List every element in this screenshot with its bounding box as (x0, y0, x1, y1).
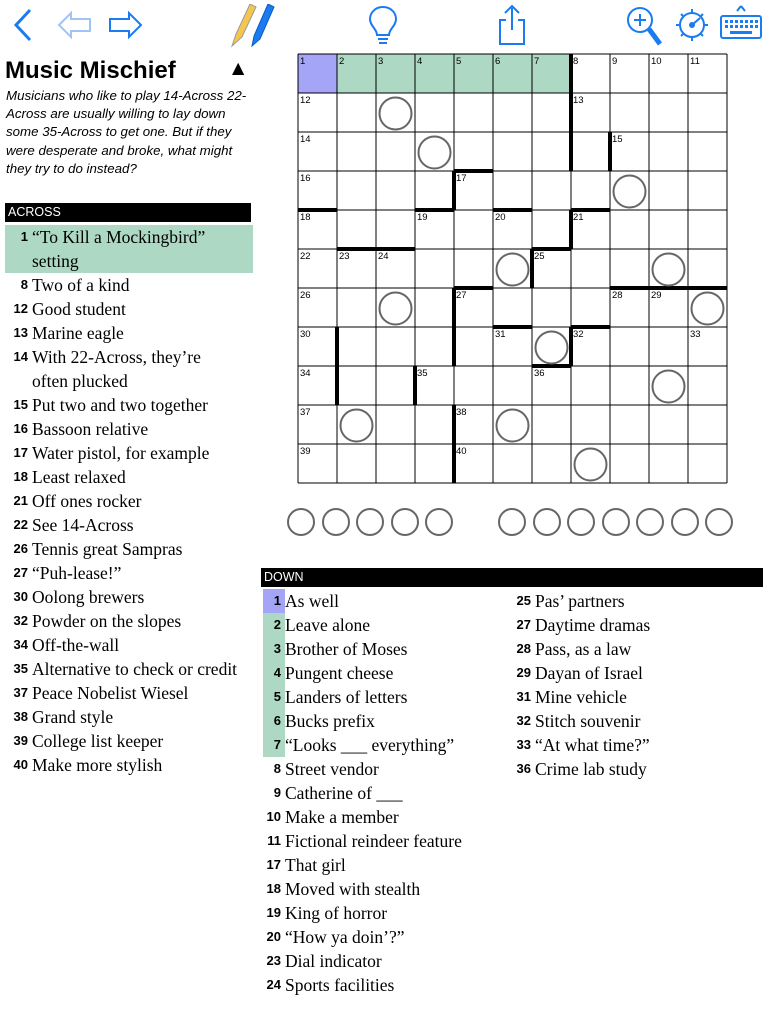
clue-number: 2 (263, 613, 285, 637)
cell-number: 29 (651, 290, 662, 301)
clue-text: Water pistol, for example (32, 443, 210, 463)
clue-text: Make more stylish (32, 755, 163, 775)
down-clue-19[interactable] (261, 901, 511, 925)
clue-number: 15 (13, 397, 28, 412)
clue-text: Mine vehicle (535, 687, 627, 707)
clue-text: Powder on the slopes (32, 611, 182, 631)
cell-number: 15 (612, 134, 623, 145)
cell-number: 33 (690, 329, 701, 340)
clue-text: Tennis great Sampras (32, 539, 183, 559)
answer-circle[interactable] (602, 508, 630, 536)
clue-number: 8 (273, 761, 281, 776)
clue-text: “Looks ___ everything” (285, 735, 455, 755)
down-clue-2[interactable] (261, 613, 511, 637)
clue-text: Crime lab study (535, 759, 647, 779)
clue-text: Two of a kind (32, 275, 130, 295)
down-header: DOWN (261, 568, 763, 587)
clue-number: 26 (13, 541, 28, 556)
cell-number: 25 (534, 251, 545, 262)
cell-number: 31 (495, 329, 506, 340)
clue-number: 23 (266, 953, 281, 968)
cell-number: 23 (339, 251, 350, 262)
cell-circle (614, 176, 646, 208)
clue-number: 36 (516, 761, 531, 776)
across-clue-37[interactable] (5, 681, 253, 705)
down-clue-36[interactable] (511, 757, 763, 781)
down-clue-11[interactable] (261, 829, 511, 853)
clue-number: 17 (13, 445, 28, 460)
cell-number: 7 (534, 56, 540, 67)
clue-number: 37 (13, 685, 28, 700)
down-clue-20[interactable] (261, 925, 511, 949)
clue-number: 20 (266, 929, 281, 944)
clue-number: 18 (13, 469, 28, 484)
down-clue-28[interactable] (511, 637, 763, 661)
cell-number: 4 (417, 56, 423, 67)
cell-number: 17 (456, 173, 467, 184)
cell-number: 20 (495, 212, 506, 223)
answer-circle[interactable] (567, 508, 595, 536)
across-clue-13[interactable] (5, 321, 253, 345)
clue-number: 27 (516, 617, 531, 632)
clue-text: Street vendor (285, 759, 379, 779)
clue-number: 38 (13, 709, 28, 724)
cell-circle (692, 293, 724, 325)
clue-number: 18 (266, 881, 281, 896)
puzzle-note: Musicians who like to play 14-Across 22-Across are usually willing to lay down some 35-Across to get one. But if they were desperate and broke, what might they try to do instead? (6, 88, 247, 176)
clue-number: 4 (263, 661, 285, 685)
across-header: ACROSS (5, 203, 251, 222)
clue-number: 3 (263, 637, 285, 661)
down-clue-18[interactable] (261, 877, 511, 901)
clue-number: 30 (13, 589, 28, 604)
cell-number: 6 (495, 56, 501, 67)
down-clue-27[interactable] (511, 613, 763, 637)
clue-number: 27 (13, 565, 28, 580)
down-clue-24[interactable] (261, 973, 511, 997)
clue-text: Stitch souvenir (535, 711, 641, 731)
clue-number: 8 (20, 277, 28, 292)
answer-circle[interactable] (322, 508, 350, 536)
answer-circle[interactable] (391, 508, 419, 536)
clue-text: Good student (32, 299, 126, 319)
cell-number: 19 (417, 212, 428, 223)
cell-circle (380, 98, 412, 130)
down-clue-23[interactable] (261, 949, 511, 973)
cell-circle (536, 332, 568, 364)
clue-text: Peace Nobelist Wiesel (32, 683, 189, 703)
cell-number: 10 (651, 56, 662, 67)
cell-number: 26 (300, 290, 311, 301)
answer-circle[interactable] (356, 508, 384, 536)
clue-number: 25 (516, 593, 531, 608)
clue-number: 6 (263, 709, 285, 733)
cell-number: 2 (339, 56, 345, 67)
clue-text: Brother of Moses (285, 639, 408, 659)
clue-number: 24 (266, 977, 281, 992)
cell-number: 28 (612, 290, 623, 301)
across-clue-21[interactable] (5, 489, 253, 513)
clue-text: Fictional reindeer feature (285, 831, 462, 851)
toolbar (0, 0, 768, 50)
clue-number: 35 (13, 661, 28, 676)
clue-number: 33 (516, 737, 531, 752)
across-clue-15[interactable] (5, 393, 253, 417)
cell-number: 16 (300, 173, 311, 184)
clue-text: As well (285, 591, 339, 611)
clue-text: King of horror (285, 903, 388, 923)
clue-text: Bassoon relative (32, 419, 149, 439)
across-clue-39[interactable] (5, 729, 253, 753)
down-clue-3[interactable] (261, 637, 511, 661)
clue-text: Sports facilities (285, 975, 395, 995)
clue-text: Dayan of Israel (535, 663, 643, 683)
down-clue-5[interactable] (261, 685, 511, 709)
clue-text: “At what time?” (535, 735, 650, 755)
clue-number: 16 (13, 421, 28, 436)
clue-text: Alternative to check or credit (32, 659, 238, 679)
across-clue-22[interactable] (5, 513, 253, 537)
pencil-pen-icon[interactable] (228, 4, 280, 46)
answer-circle[interactable] (636, 508, 664, 536)
clue-text: Grand style (32, 707, 114, 727)
clue-text: Off ones rocker (32, 491, 142, 511)
across-clue-34[interactable] (5, 633, 253, 657)
cell-number: 38 (456, 407, 467, 418)
clue-number: 14 (13, 349, 28, 364)
clue-number: 19 (266, 905, 281, 920)
clue-text: Off-the-wall (32, 635, 120, 655)
down-clue-29[interactable] (511, 661, 763, 685)
clue-number: 32 (516, 713, 531, 728)
down-clue-31[interactable] (511, 685, 763, 709)
puzzle-title: Music Mischief (5, 57, 176, 84)
answer-circle[interactable] (425, 508, 453, 536)
clue-number: 11 (267, 833, 281, 848)
clue-number: 1 (263, 589, 285, 613)
clue-number: 29 (516, 665, 531, 680)
across-clue-8[interactable] (5, 273, 253, 297)
clue-number: 12 (13, 301, 28, 316)
down-clue-6[interactable] (261, 709, 511, 733)
down-clue-25[interactable] (511, 589, 763, 613)
cell-number: 40 (456, 446, 467, 457)
clue-number: 17 (266, 857, 281, 872)
across-clue-12[interactable] (5, 297, 253, 321)
across-clue-40[interactable] (5, 753, 253, 777)
across-clue-26[interactable] (5, 537, 253, 561)
across-clue-14[interactable] (5, 345, 253, 393)
cell-circle (341, 410, 373, 442)
cell-number: 18 (300, 212, 311, 223)
down-clue-8[interactable] (261, 757, 511, 781)
down-clue-17[interactable] (261, 853, 511, 877)
clue-number: 40 (13, 757, 28, 772)
across-clue-1[interactable] (5, 225, 253, 273)
cell-circle (497, 410, 529, 442)
answer-circle[interactable] (498, 508, 526, 536)
clue-number: 21 (13, 493, 28, 508)
cell-number: 13 (573, 95, 584, 106)
clue-text: That girl (285, 855, 346, 875)
clue-text: Least relaxed (32, 467, 126, 487)
cell-number: 3 (378, 56, 384, 67)
puzzle-header (5, 56, 255, 86)
down-clue-list-1 (261, 589, 511, 997)
cell-number: 34 (300, 368, 311, 379)
down-clue-4[interactable] (261, 661, 511, 685)
clue-text: With 22-Across, they’re often plucked (32, 347, 201, 391)
down-clue-1[interactable] (261, 589, 511, 613)
cell-number: 5 (456, 56, 462, 67)
down-clue-32[interactable] (511, 709, 763, 733)
down-clue-33[interactable] (511, 733, 763, 757)
across-clue-27[interactable] (5, 561, 253, 585)
answer-circle[interactable] (705, 508, 733, 536)
cell-circle (653, 371, 685, 403)
back-icon[interactable] (8, 4, 36, 46)
cell-number: 11 (690, 56, 700, 67)
clue-number: 10 (266, 809, 281, 824)
clue-text: Marine eagle (32, 323, 124, 343)
cell-number: 1 (300, 56, 306, 67)
cell-circle (497, 254, 529, 286)
clue-text: “How ya doin’?” (285, 927, 405, 947)
clue-text: Make a member (285, 807, 399, 827)
clue-text: Catherine of ___ (285, 783, 403, 803)
clue-text: Oolong brewers (32, 587, 145, 607)
clue-number: 28 (516, 641, 531, 656)
clue-text: Dial indicator (285, 951, 382, 971)
across-clue-30[interactable] (5, 585, 253, 609)
cell-number: 12 (300, 95, 311, 106)
cell-number: 21 (573, 212, 584, 223)
across-clue-35[interactable] (5, 657, 253, 681)
clue-text: Pas’ partners (535, 591, 625, 611)
cell-circle (419, 137, 451, 169)
keyboard-icon[interactable] (718, 4, 764, 46)
cell-circle (575, 449, 607, 481)
clue-number: 1 (7, 225, 32, 273)
clue-text: Put two and two together (32, 395, 208, 415)
cell-circle (380, 293, 412, 325)
across-clue-38[interactable] (5, 705, 253, 729)
down-clue-9[interactable] (261, 781, 511, 805)
clue-text: “To Kill a Mockingbird” setting (32, 227, 206, 271)
clue-number: 32 (13, 613, 28, 628)
cell-number: 8 (573, 56, 579, 67)
clue-number: 22 (13, 517, 28, 532)
hint-bulb-icon[interactable] (366, 4, 400, 46)
clue-text: Landers of letters (285, 687, 408, 707)
redo-arrow-icon[interactable] (106, 4, 144, 46)
cell-number: 35 (417, 368, 428, 379)
clue-text: Bucks prefix (285, 711, 375, 731)
clue-text: Pass, as a law (535, 639, 632, 659)
cell-number: 9 (612, 56, 618, 67)
clue-text: Pungent cheese (285, 663, 394, 683)
clue-number: 5 (263, 685, 285, 709)
clue-number: 7 (263, 733, 285, 757)
across-clue-17[interactable] (5, 441, 253, 465)
cell-number: 30 (300, 329, 311, 340)
down-clue-10[interactable] (261, 805, 511, 829)
clue-text: Daytime dramas (535, 615, 651, 635)
cell-number: 27 (456, 290, 467, 301)
cell-number: 39 (300, 446, 311, 457)
crossword-grid[interactable] (297, 53, 729, 490)
collapse-triangle-icon[interactable]: ▲ (232, 58, 245, 77)
share-icon[interactable] (496, 4, 528, 46)
answer-circle[interactable] (671, 508, 699, 536)
cell-number: 14 (300, 134, 311, 145)
answer-circle[interactable] (287, 508, 315, 536)
zoom-icon[interactable] (624, 4, 664, 46)
cell-number: 22 (300, 251, 311, 262)
clue-number: 31 (516, 689, 531, 704)
down-clue-list-2 (511, 589, 763, 781)
across-clue-list (5, 225, 253, 777)
clue-text: Leave alone (285, 615, 371, 635)
clue-text: College list keeper (32, 731, 164, 751)
undo-arrow-icon[interactable] (56, 4, 94, 46)
answer-circle[interactable] (533, 508, 561, 536)
settings-icon[interactable] (674, 4, 710, 46)
down-clue-7[interactable] (261, 733, 511, 757)
cell-number: 24 (378, 251, 389, 262)
clue-text: See 14-Across (32, 515, 134, 535)
clue-number: 34 (13, 637, 28, 652)
clue-text: Moved with stealth (285, 879, 421, 899)
across-clue-32[interactable] (5, 609, 253, 633)
across-clue-18[interactable] (5, 465, 253, 489)
clue-number: 13 (13, 325, 28, 340)
cell-number: 36 (534, 368, 545, 379)
clue-text: “Puh-lease!” (32, 563, 122, 583)
clue-number: 39 (13, 733, 28, 748)
across-clue-16[interactable] (5, 417, 253, 441)
clue-number: 9 (273, 785, 281, 800)
cell-circle (653, 254, 685, 286)
cell-number: 37 (300, 407, 311, 418)
cell-number: 32 (573, 329, 584, 340)
